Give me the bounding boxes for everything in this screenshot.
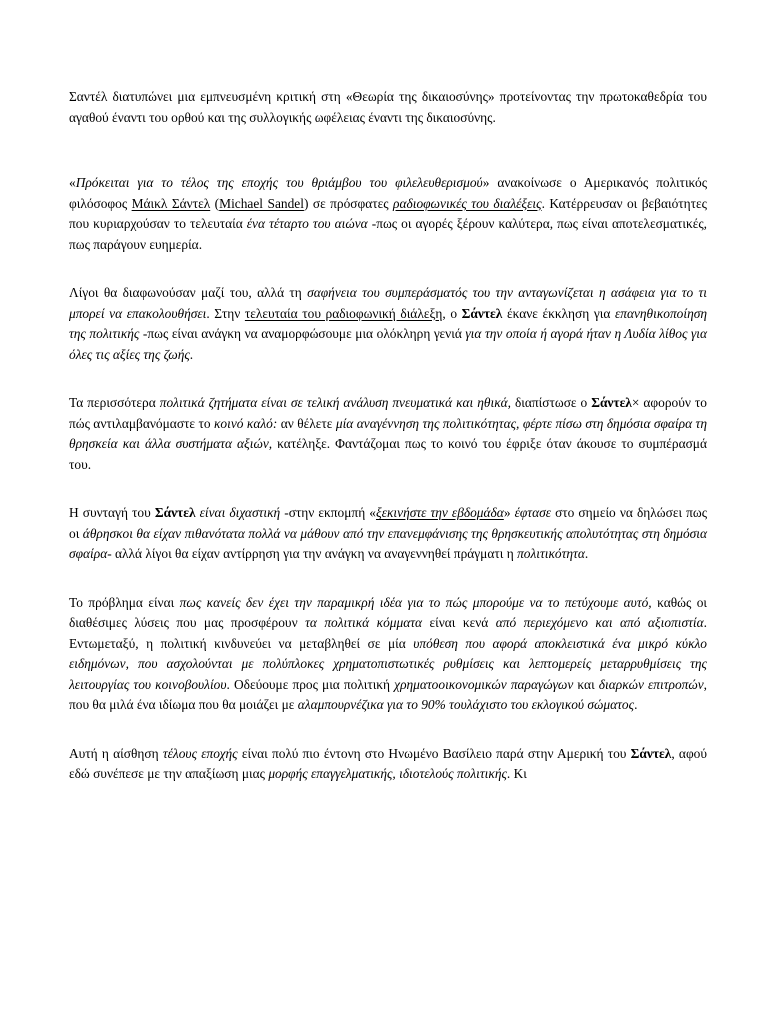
italic-text: αλαμπουρνέζικα για το 90% τουλάχιστο του εκλογικού σώματος — [297, 697, 635, 712]
italic-text: άθρησκοι θα είχαν πιθανότατα πολλά να μάθουν από την επανεμφάνισης της θρησκευτικής απολυτότητας στη δημόσια σφαίρα- — [69, 525, 707, 561]
body-text: -στην εκπομπή « — [280, 505, 376, 520]
paragraph-1 — [69, 87, 707, 128]
body-text: . Στην — [206, 305, 245, 321]
body-text: διαπίστωσε ο — [511, 395, 592, 410]
hyperlink[interactable]: τελευταία του ραδιοφωνική διάλεξη — [244, 305, 443, 321]
italic-text: ένα τέταρτο του αιώνα — [246, 216, 368, 231]
body-text: » ανακοίνωσε ο Αμερικανός πολιτικός φιλόσοφος — [69, 175, 707, 211]
body-text: Αυτή η αίσθηση — [69, 745, 163, 761]
paragraph-7 — [69, 744, 707, 785]
body-text: , που θα μιλά ένα ιδίωμα που θα μοιάζει με — [69, 676, 707, 712]
body-text: Το πρόβλημα είναι — [69, 594, 180, 610]
body-text: κατέληξε. Φαντάζομαι πως το κοινό του έφριξε όταν άκουσε το συμπέρασμά του. — [69, 436, 707, 472]
italic-text: μία αναγέννηση της πολιτικότητας, φέρτε πίσω στη δημόσια σφαίρα τη θρησκεία και άλλα συστήματα αξιών, — [69, 415, 707, 451]
body-text: είναι πολύ πιο έντονη στο Ηνωμένο Βασίλειο παρά στην Αμερική του — [237, 745, 631, 761]
body-text: Η συνταγή του — [69, 505, 155, 520]
body-text: . — [634, 697, 638, 712]
italic-text: είναι διχαστική — [199, 505, 281, 520]
italic-text: υπόθεση που αφορά αποκλειστικά ένα μικρό κύκλο ειδημόνων, που ασχολούνται με πολύπλοκες χρηματοπιστωτικές ρυθμίσεις και λεπτομερείς μεταρρυθμίσεις της λειτουργίας του κοινοβουλίου — [69, 635, 707, 692]
body-text: . — [584, 546, 589, 561]
italic-text: έφτασε — [514, 505, 551, 520]
body-text: στο σημείο να δηλώσει πως οι — [69, 505, 708, 541]
italic-text: χρηματοοικονομικών παραγώγων — [394, 676, 574, 692]
body-text: ( — [210, 195, 220, 211]
body-text: » — [503, 505, 515, 520]
body-text: . Εντωμεταξύ, η πολιτική κινδυνεύει να μεταβληθεί σε μία — [69, 615, 707, 651]
italic-text: επανηθικοποίηση της πολιτικής — [69, 305, 707, 341]
body-text: , ο — [442, 305, 462, 321]
body-text: έκανε έκκληση για — [502, 305, 615, 321]
body-text: καθώς οι διαθέσιμες λύσεις που μας προσφέρουν — [69, 594, 707, 630]
italic-text: από περιεχόμενο και από αξιοπιστία — [495, 615, 704, 630]
italic-text: Πρόκειται για το τέλος της εποχής του θριάμβου του φιλελευθερισμού — [75, 175, 483, 190]
body-text: αλλά λίγοι θα είχαν αντίρρηση για την ανάγκη να αναγεννηθεί πράγματι η — [111, 546, 518, 561]
italic-text: πολιτικότητα — [517, 546, 585, 561]
hyperlink[interactable]: ραδιοφωνικές του διαλέξεις — [393, 195, 542, 211]
body-text: -πως είναι ανάγκη να αναμορφώσουμε μια ολόκληρη γενιά — [139, 326, 466, 341]
italic-text: σαφήνεια του συμπεράσματός του την ανταγωνίζεται η ασάφεια για το τι μπορεί να επακολουθήσει — [69, 285, 708, 321]
italic-text: πολιτικά ζητήματα είναι σε τελική ανάλυση πνευματικά και ηθικά, — [159, 395, 512, 410]
italic-text: κοινό καλό: — [213, 415, 278, 431]
paragraph-4 — [69, 393, 707, 475]
paragraph-5 — [69, 503, 707, 565]
body-text: . Κι — [506, 766, 527, 781]
body-text: . Οδεύουμε προς μια πολιτική — [226, 676, 395, 692]
italic-text: μορφής επαγγελματικής, ιδιοτελούς πολιτικής — [268, 766, 507, 781]
italic-text: τέλους εποχής — [162, 745, 238, 761]
body-text: « — [69, 175, 76, 190]
body-text: . Κατέρρευσαν οι βεβαιότητες που κυριαρχούσαν το τελευταία — [69, 195, 707, 231]
italic-text: πως κανείς δεν έχει την παραμικρή ιδέα για το πώς μπορούμε να το πετύχουμε αυτό, — [179, 594, 652, 610]
body-text: . — [189, 346, 194, 362]
bold-name: Σάντελ — [461, 305, 503, 321]
paragraph-6 — [69, 593, 707, 716]
hyperlink[interactable]: Michael Sandel — [219, 195, 304, 211]
document-page — [69, 87, 707, 785]
bold-name: Σάντελ — [591, 395, 632, 410]
body-text: ) σε πρόσφατες — [303, 195, 394, 211]
body-text: και — [573, 676, 599, 692]
bold-name: Σάντελ — [154, 505, 196, 520]
body-text: Τα περισσότερα — [69, 395, 160, 410]
bold-name: Σάντελ — [630, 745, 672, 761]
italic-text: για την οποία ή αγορά ήταν η Λυδία λίθος για όλες τις αξίες της ζωής — [69, 326, 707, 362]
body-text: , αφού εδώ συνέπεσε με την απαξίωση μιας — [69, 745, 708, 781]
italic-text: διαρκών επιτροπών — [598, 676, 704, 692]
body-text: -πως οι αγορές ξέρουν καλύτερα, πως είναι αποτελεσματικές, πως παράγουν ευημερία. — [69, 216, 707, 252]
body-text: αν θέλετε — [277, 415, 336, 431]
paragraph-3 — [69, 283, 707, 365]
paragraph-2 — [69, 173, 707, 255]
hyperlink[interactable]: Μάικλ Σάντελ — [131, 195, 211, 211]
body-text: × αφορούν το πώς αντιλαμβανόμαστε το — [69, 395, 707, 431]
hyperlink[interactable]: ξεκινήστε την εβδομάδα — [375, 505, 504, 520]
body-text: Λίγοι θα διαφωνούσαν μαζί του, αλλά τη — [69, 285, 308, 300]
body-text: Σαντέλ διατυπώνει μια εμπνευσμένη κριτική στη «Θεωρία της δικαιοσύνης» προτείνοντας την πρωτοκαθεδρία του αγαθού έναντι του ορθού και της συλλογικής ωφέλειας έναντι της δικαιοσύνης. — [69, 89, 707, 125]
body-text: είναι κενά — [422, 615, 496, 630]
italic-text: τα πολιτικά κόμματα — [305, 615, 423, 630]
